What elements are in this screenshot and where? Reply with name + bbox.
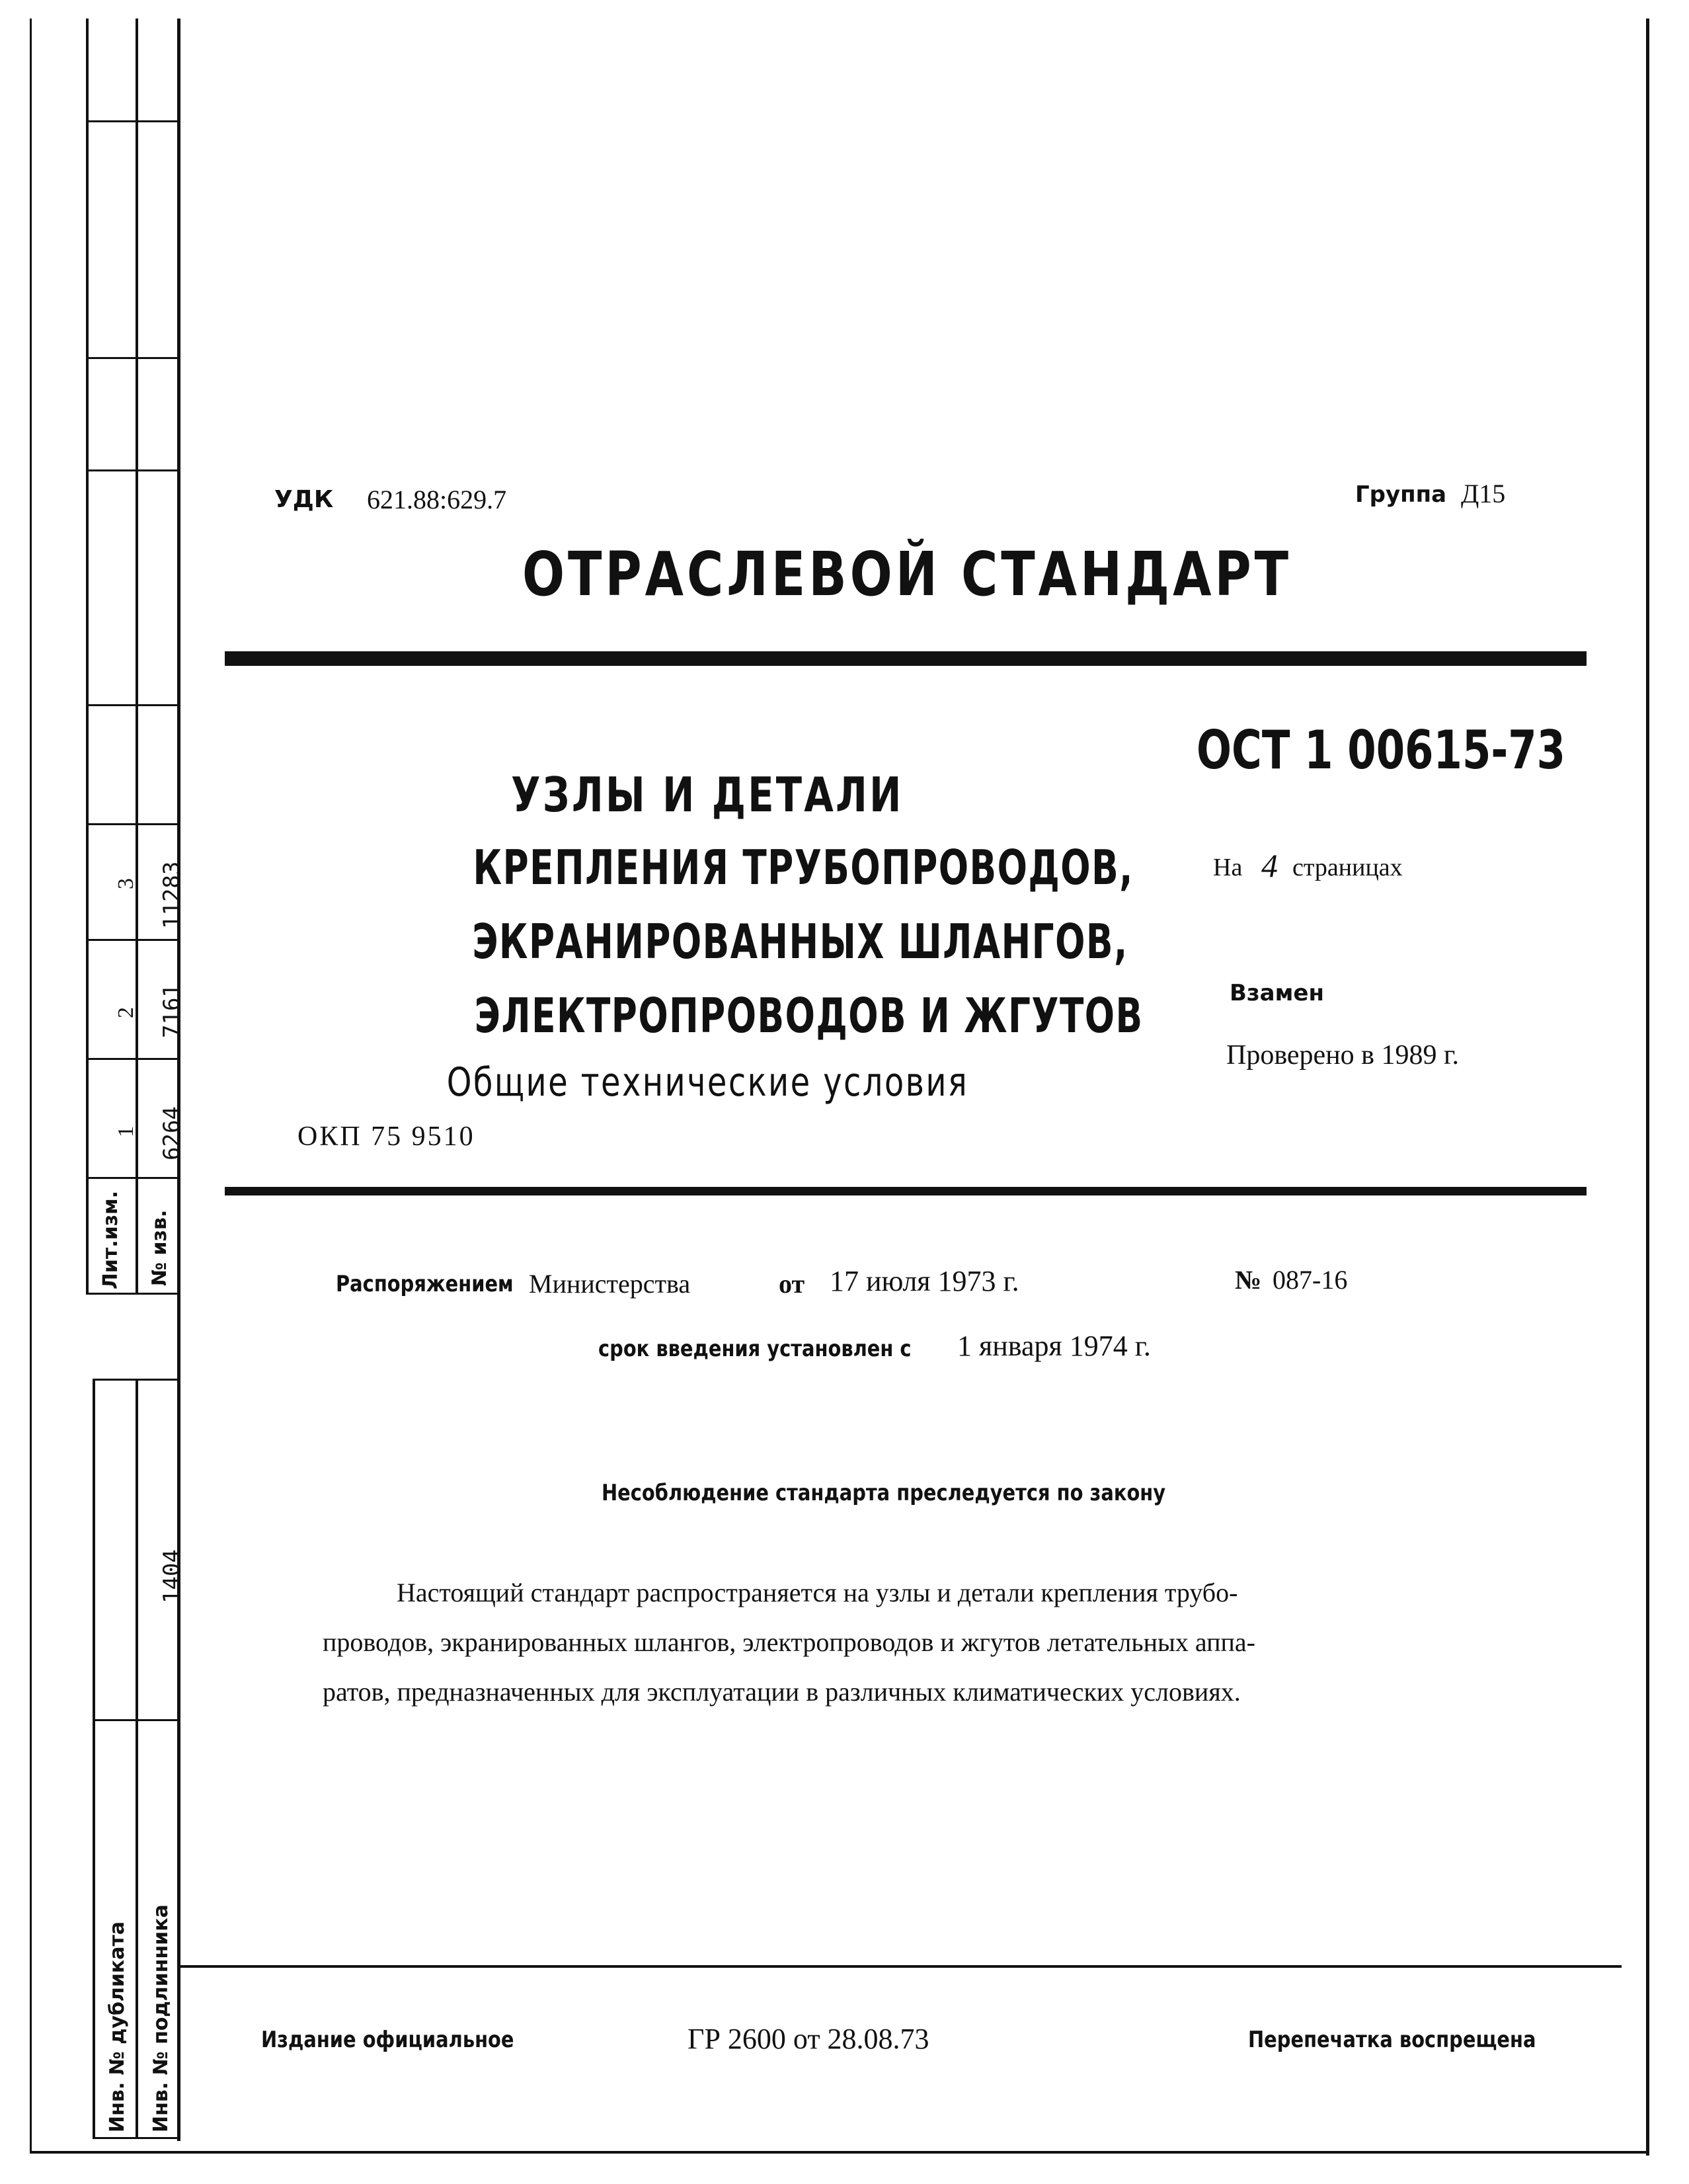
original-inventory-label: Инв. № подлинника [149,1904,173,2132]
decree-label: Распоряжением [336,1271,514,1297]
effective-date: 1 января 1974 г. [957,1330,1151,1362]
inventory-number: 1404 [159,1549,185,1603]
decree-from: от [779,1269,805,1299]
effective-label: срок введения установлен с [598,1336,912,1362]
lit-header: Лит.изм. [99,1190,122,1289]
decree-ministry: Министерства [529,1269,691,1299]
replaces-label: Взамен [1230,980,1324,1006]
body-line-3: ратов, предназначенных для эксплуатации в различных климатических условиях. [323,1677,1241,1707]
top-thick-rule [225,651,1587,666]
change-lit-2: 2 [114,1007,138,1018]
footer-gr: ГР 2600 от 28.08.73 [687,2023,929,2055]
footer-reprint: Перепечатка воспрещена [1248,2027,1536,2053]
standard-code: ОСТ 1 00615-73 [1197,719,1566,781]
pages-suffix: страницах [1292,854,1403,881]
udk-label: УДК [274,486,334,513]
decree-date: 17 июля 1973 г. [830,1265,1019,1297]
standard-type-heading: ОТРАСЛЕВОЙ СТАНДАРТ [522,539,1292,610]
title-block [357,767,1144,1106]
group-value: Д15 [1461,479,1506,508]
num-header: № изв. [148,1209,171,1286]
change-lit-3: 3 [114,878,138,889]
duplicate-inventory-label: Инв. № дубликата [106,1921,129,2132]
udk-value: 621.88:629.7 [367,485,507,514]
title-line-3: ЭКРАНИРОВАННЫХ ШЛАНГОВ, [472,914,1128,969]
pages-count: 4 [1261,847,1278,884]
decree-number-label: № [1235,1265,1262,1295]
change-num-1: 6264 [159,1106,185,1160]
body-line-1: Настоящий стандарт распространяется на узлы и детали крепления трубо- [397,1578,1238,1607]
change-num-3: 11283 [159,861,185,929]
title-line-2: КРЕПЛЕНИЯ ТРУБОПРОВОДОВ, [473,840,1134,895]
group-label: Группа [1355,481,1447,508]
okp-code: ОКП 75 9510 [297,1121,475,1152]
body-line-2: проводов, экранированных шлангов, электропроводов и жгутов летательных аппа- [323,1627,1255,1657]
middle-thick-rule [225,1187,1587,1195]
legal-warning: Несоблюдение стандарта преследуется по закону [602,1480,1166,1506]
decree-number: 087-16 [1273,1265,1348,1295]
checked-note: Проверено в 1989 г. [1226,1040,1459,1071]
change-lit-1: 1 [114,1126,138,1137]
change-num-2: 7161 [159,984,185,1038]
title-line-4: ЭЛЕКТРОПРОВОДОВ И ЖГУТОВ [474,988,1144,1043]
title-line-1: УЗЛЫ И ДЕТАЛИ [511,767,904,823]
subtitle: Общие технические условия [446,1059,968,1106]
pages-prefix: На [1213,854,1243,881]
footer-edition: Издание официальное [261,2027,514,2053]
